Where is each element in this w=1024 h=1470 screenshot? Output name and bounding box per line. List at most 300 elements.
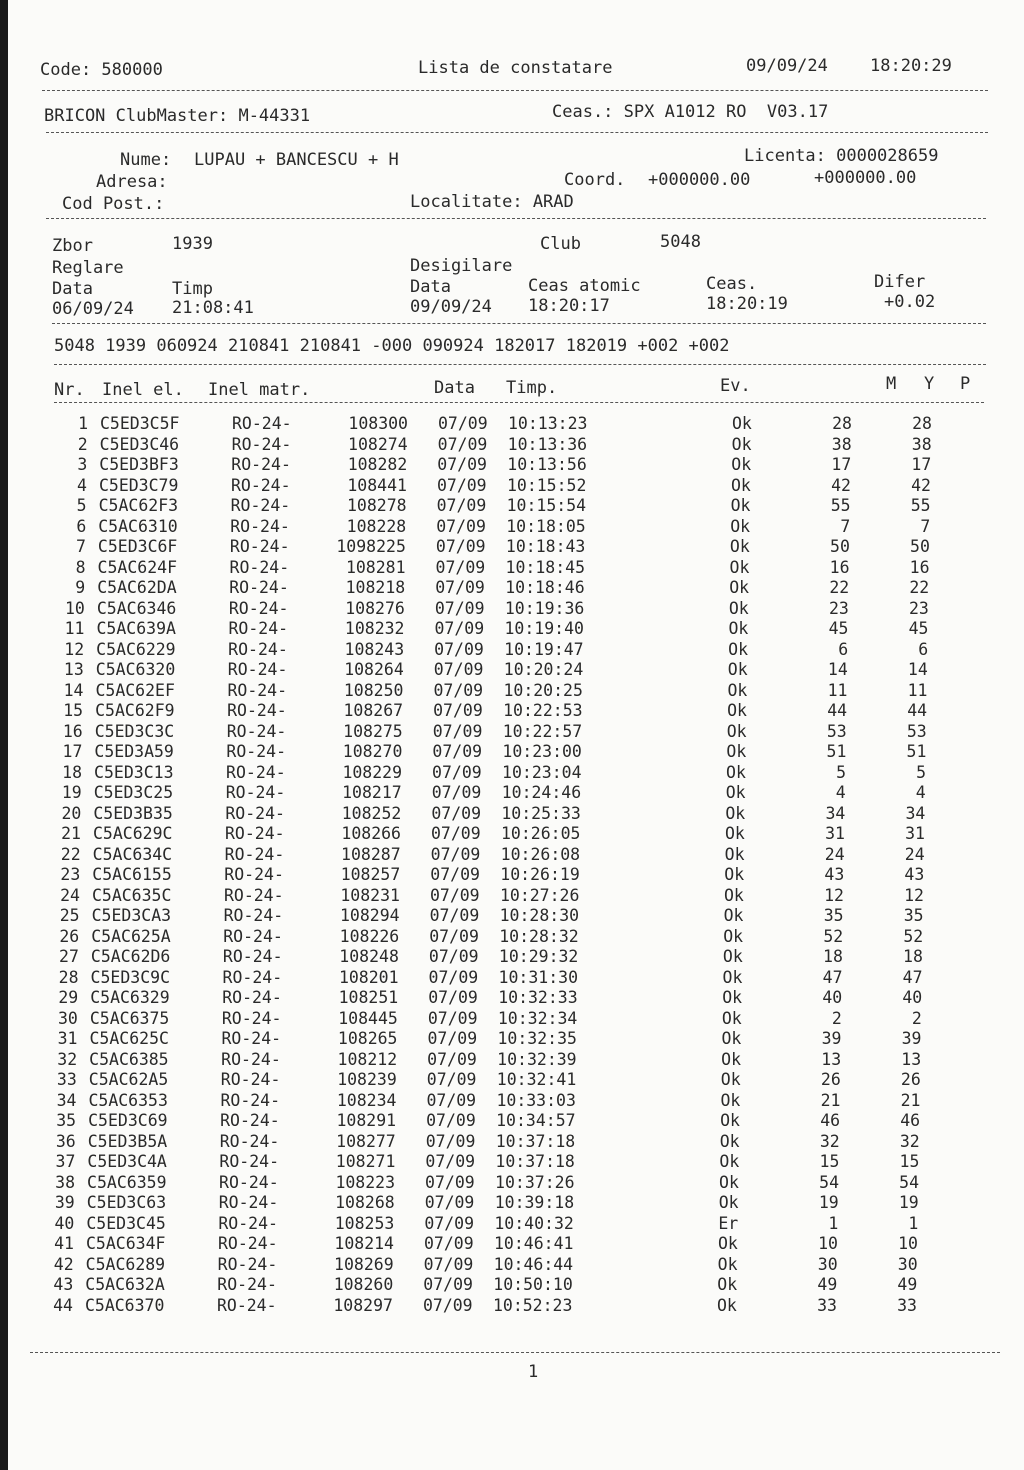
col-ring-number: Inel matr. [208, 380, 311, 400]
arrival-time: 10:37:18 [495, 1131, 576, 1151]
ring-number: 108276 [345, 598, 405, 618]
ring-number: 108265 [337, 1029, 398, 1048]
arrival-time: 10:37:18 [495, 1152, 575, 1171]
ring-prefix: RO-24- [230, 516, 290, 536]
arrival-date: 07/09 [425, 1172, 475, 1192]
table-row [0, 1029, 1014, 1050]
ring-number: 108297 [333, 1295, 393, 1315]
position-y: 18 [903, 947, 923, 966]
arrival-date: 07/09 [432, 742, 483, 761]
row-number: 12 [64, 639, 85, 659]
table-row [0, 968, 1015, 989]
position-m: 22 [829, 578, 850, 597]
table-row [0, 1173, 1011, 1194]
table-row [8, 435, 1024, 456]
position-m: 31 [825, 824, 845, 843]
arrival-time: 10:31:30 [498, 967, 579, 987]
event-status: Ok [716, 1295, 737, 1315]
event-status: Ok [719, 1152, 740, 1171]
arrival-time: 10:29:32 [498, 947, 579, 966]
row-number: 25 [59, 906, 80, 925]
code-label: Code: 580000 [40, 60, 163, 80]
position-y: 54 [899, 1172, 920, 1192]
position-y: 31 [905, 824, 925, 843]
ring-electronic: C5AC62EF [95, 680, 175, 700]
table-row [0, 886, 1016, 907]
ring-prefix: RO-24- [219, 1131, 280, 1151]
position-m: 33 [817, 1295, 837, 1315]
event-status: Ok [723, 906, 744, 925]
row-number: 41 [54, 1234, 74, 1253]
ring-number: 108251 [338, 988, 399, 1007]
event-status: Ok [725, 783, 746, 802]
ring-prefix: RO-24- [226, 742, 287, 761]
position-m: 44 [827, 701, 848, 720]
arrival-time: 10:52:23 [492, 1295, 573, 1315]
position-m: 42 [831, 475, 851, 495]
position-y: 28 [912, 414, 932, 433]
event-status: Ok [729, 557, 750, 577]
position-m: 35 [823, 906, 844, 925]
ring-number: 108250 [343, 680, 404, 700]
ring-number: 108264 [344, 660, 404, 679]
ring-electronic: C5AC6370 [84, 1295, 165, 1315]
ring-electronic: C5AC624F [97, 557, 178, 577]
arrival-time: 10:32:34 [497, 1008, 578, 1028]
table-row [0, 1091, 1012, 1112]
table-row [6, 537, 1022, 558]
arrival-date: 07/09 [434, 619, 485, 638]
row-number: 1 [78, 414, 88, 433]
arrival-date: 07/09 [437, 455, 487, 474]
ring-electronic: C5AC625C [89, 1029, 169, 1048]
arrival-date: 07/09 [423, 1275, 473, 1294]
table-row [0, 947, 1015, 968]
arrival-date: 07/09 [424, 1213, 475, 1233]
ring-number: 108218 [345, 578, 406, 597]
event-status: Ok [719, 1172, 739, 1192]
arrival-time: 10:32:41 [496, 1070, 577, 1089]
ring-number: 108253 [334, 1213, 395, 1233]
arrival-time: 10:13:36 [507, 434, 588, 454]
ring-prefix: RO-24- [229, 578, 289, 597]
ring-number: 108214 [334, 1234, 394, 1253]
print-time: 18:20:29 [870, 56, 952, 76]
row-number: 27 [59, 947, 79, 966]
ring-electronic: C5AC6359 [87, 1172, 167, 1192]
event-status: Ok [728, 619, 749, 638]
name-value: LUPAU + BANCESCU + H [194, 150, 399, 170]
position-m: 4 [835, 783, 846, 802]
arrival-time: 10:46:41 [494, 1234, 574, 1253]
event-status: Ok [717, 1275, 738, 1294]
row-number: 44 [53, 1295, 73, 1315]
position-m: 15 [819, 1152, 840, 1171]
event-status: Ok [732, 414, 752, 433]
event-status: Ok [721, 1029, 742, 1048]
event-status: Ok [726, 762, 746, 782]
position-y: 39 [901, 1029, 922, 1048]
arrival-date: 07/09 [425, 1152, 476, 1171]
position-m: 39 [821, 1029, 842, 1048]
ring-electronic: C5AC6329 [90, 988, 170, 1007]
ring-number: 108234 [336, 1090, 397, 1110]
arrival-time: 10:32:33 [498, 988, 578, 1007]
ring-prefix: RO-24- [226, 762, 286, 782]
flight-label: Zbor [52, 236, 93, 256]
ring-electronic: C5ED3B5A [87, 1131, 168, 1151]
position-m: 18 [823, 947, 843, 966]
arrival-date: 07/09 [438, 414, 488, 433]
position-y: 55 [910, 496, 931, 515]
arrival-time: 10:34:57 [496, 1111, 576, 1130]
ring-electronic: C5AC634F [86, 1234, 166, 1253]
ring-electronic: C5ED3C6F [97, 537, 178, 556]
table-row [3, 722, 1019, 743]
event-status: Ok [720, 1070, 741, 1089]
table-row [5, 578, 1021, 599]
divider [54, 364, 986, 365]
event-status: Ok [729, 578, 750, 597]
event-status: Ok [723, 926, 744, 946]
position-m: 5 [836, 762, 847, 782]
position-m: 40 [822, 988, 843, 1007]
table-row [0, 865, 1016, 886]
position-m: 24 [824, 844, 845, 864]
event-status: Ok [727, 660, 748, 679]
position-y: 5 [916, 762, 927, 782]
position-y: 45 [908, 619, 929, 638]
table-row [2, 783, 1018, 804]
divider [42, 90, 988, 91]
arrival-time: 10:27:26 [499, 885, 580, 905]
arrival-time: 10:32:35 [497, 1029, 577, 1048]
event-status: Ok [728, 639, 749, 659]
ring-prefix: RO-24- [216, 1295, 277, 1315]
ring-number: 108278 [346, 496, 407, 515]
ring-number: 108212 [337, 1049, 398, 1069]
row-number: 15 [63, 701, 84, 720]
ring-prefix: RO-24- [228, 639, 288, 659]
position-y: 43 [904, 865, 925, 884]
locality: Localitate: ARAD [410, 192, 574, 212]
document-title: Lista de constatare [418, 58, 613, 78]
event-status: Ok [726, 721, 747, 741]
arrival-date: 07/09 [426, 1070, 477, 1089]
position-y: 11 [907, 680, 928, 700]
table-row [8, 414, 1024, 435]
row-number: 9 [75, 578, 86, 597]
event-status: Ok [723, 885, 744, 905]
position-y: 44 [907, 701, 928, 720]
ring-prefix: RO-24- [220, 1070, 281, 1089]
arrival-time: 10:18:43 [505, 537, 586, 556]
arrival-date: 07/09 [431, 803, 482, 823]
row-number: 33 [56, 1070, 77, 1089]
arrival-time: 10:32:39 [497, 1049, 577, 1069]
arrival-date: 07/09 [435, 578, 485, 597]
row-number: 26 [59, 926, 80, 946]
arrival-time: 10:18:46 [505, 578, 585, 597]
ring-number: 108441 [347, 475, 407, 495]
event-status: Ok [721, 1008, 742, 1028]
table-row [0, 1111, 1012, 1132]
arrival-date: 07/09 [434, 598, 485, 618]
event-status: Ok [730, 516, 751, 536]
position-m: 26 [820, 1070, 841, 1089]
ring-electronic: C5AC634C [92, 844, 173, 864]
ring-prefix: RO-24- [230, 475, 291, 495]
col-m: M [886, 374, 897, 394]
arrival-time: 10:19:47 [504, 639, 584, 659]
ring-electronic: C5AC6346 [96, 598, 177, 618]
ring-number: 108271 [335, 1152, 396, 1171]
row-number: 28 [58, 967, 79, 987]
event-status: Ok [722, 988, 743, 1007]
license-number: Licenta: 0000028659 [744, 146, 939, 166]
ring-electronic: C5AC625A [91, 926, 171, 946]
position-y: 32 [899, 1131, 920, 1151]
row-number: 3 [77, 455, 88, 474]
arrival-date: 07/09 [422, 1295, 473, 1315]
event-status: Ok [718, 1193, 739, 1212]
ring-prefix: RO-24- [219, 1172, 279, 1192]
table-row [0, 1009, 1014, 1030]
event-status: Ok [721, 1049, 742, 1069]
arrival-time: 10:22:57 [502, 721, 583, 741]
arrival-date: 07/09 [426, 1090, 477, 1110]
ring-prefix: RO-24- [223, 885, 284, 905]
position-y: 21 [900, 1090, 921, 1110]
ring-number: 108268 [335, 1193, 395, 1212]
ring-prefix: RO-24- [220, 1090, 281, 1110]
arrival-date: 07/09 [424, 1193, 475, 1212]
club-label: Club [540, 234, 581, 254]
row-number: 40 [54, 1213, 75, 1233]
ring-prefix: RO-24- [221, 1008, 282, 1028]
position-m: 7 [840, 516, 851, 536]
arrival-date: 07/09 [436, 475, 487, 495]
table-row [0, 906, 1016, 927]
position-y: 53 [906, 721, 927, 741]
position-m: 21 [820, 1090, 841, 1110]
ring-electronic: C5AC62A5 [88, 1070, 169, 1089]
ring-prefix: RO-24- [228, 619, 289, 638]
table-row [6, 558, 1022, 579]
position-y: 26 [900, 1070, 921, 1089]
event-status: Ok [724, 844, 745, 864]
event-status: Ok [730, 496, 751, 515]
arrival-time: 10:18:45 [505, 557, 586, 577]
arrival-date: 07/09 [428, 947, 479, 966]
ring-prefix: RO-24- [224, 844, 285, 864]
table-row [7, 476, 1023, 497]
position-m: 1 [828, 1213, 839, 1233]
arrival-time: 10:22:53 [503, 701, 583, 720]
position-m: 19 [818, 1193, 839, 1212]
arrival-date: 07/09 [432, 762, 482, 782]
ring-electronic: C5AC635C [91, 885, 172, 905]
arrival-time: 10:19:40 [504, 619, 584, 638]
ring-prefix: RO-24- [221, 1029, 282, 1048]
arrival-date: 07/09 [429, 885, 480, 905]
row-number: 21 [61, 824, 81, 843]
ring-prefix: RO-24- [218, 1193, 279, 1212]
position-m: 10 [818, 1234, 838, 1253]
row-number: 36 [55, 1131, 76, 1151]
row-number: 39 [54, 1193, 75, 1212]
table-row [0, 1070, 1013, 1091]
arrival-time: 10:46:44 [493, 1254, 574, 1274]
ring-electronic: C5ED3A59 [94, 742, 174, 761]
table-row [4, 640, 1020, 661]
ring-electronic: C5AC6310 [98, 516, 178, 536]
row-number: 30 [57, 1008, 78, 1028]
position-m: 43 [824, 865, 845, 884]
ring-number: 108274 [348, 434, 408, 454]
ring-number: 108294 [339, 906, 400, 925]
arrival-time: 10:26:19 [500, 865, 580, 884]
arrival-time: 10:26:05 [501, 824, 581, 843]
table-row [4, 660, 1020, 681]
ring-number: 108217 [342, 783, 402, 802]
row-number: 4 [77, 475, 87, 495]
ring-prefix: RO-24- [222, 967, 283, 987]
divider [30, 1352, 1000, 1353]
desig-date: 09/09/24 [410, 297, 492, 317]
arrival-time: 10:13:23 [508, 414, 588, 433]
event-status: Ok [728, 598, 749, 618]
divider [54, 402, 984, 403]
ring-number: 108232 [344, 619, 405, 638]
ring-electronic: C5AC62F3 [98, 496, 179, 515]
ring-number: 108229 [342, 762, 403, 782]
row-number: 32 [57, 1049, 78, 1069]
ring-electronic: C5ED3C46 [99, 434, 180, 454]
ring-prefix: RO-24- [222, 988, 282, 1007]
arrival-time: 10:39:18 [494, 1193, 575, 1212]
row-number: 11 [64, 619, 85, 638]
ring-number: 108287 [341, 844, 401, 864]
position-m: 50 [830, 537, 850, 556]
arrival-time: 10:25:33 [501, 803, 581, 823]
position-y: 10 [898, 1234, 918, 1253]
arrival-date: 07/09 [432, 721, 483, 741]
ring-electronic: C5ED3C69 [88, 1111, 168, 1130]
ring-electronic: C5ED3C3C [94, 721, 175, 741]
table-row [2, 763, 1018, 784]
position-y: 7 [920, 516, 931, 536]
position-y: 17 [911, 455, 932, 474]
arrival-date: 07/09 [435, 557, 486, 577]
difference-label: Difer [874, 272, 926, 292]
arrival-date: 07/09 [434, 639, 484, 659]
ring-electronic: C5ED3C9C [90, 967, 171, 987]
atomic-time: 18:20:17 [528, 296, 610, 316]
ring-electronic: C5AC62DA [97, 578, 177, 597]
divider [46, 132, 988, 133]
col-ring-electronic: Inel el. [102, 380, 184, 400]
table-row [0, 1214, 1010, 1235]
table-row [0, 927, 1015, 948]
event-status: Ok [730, 475, 751, 495]
position-y: 38 [911, 434, 932, 454]
table-row [0, 988, 1014, 1009]
arrival-date: 07/09 [433, 660, 484, 679]
table-row [1, 845, 1017, 866]
row-number: 19 [61, 783, 82, 802]
ring-electronic: C5AC629C [93, 824, 173, 843]
position-y: 14 [907, 660, 928, 679]
ring-prefix: RO-24- [227, 680, 288, 700]
club-number: 5048 [660, 232, 701, 252]
arrival-time: 10:40:32 [494, 1213, 574, 1233]
arrival-time: 10:28:32 [499, 926, 579, 946]
col-date: Data [434, 378, 475, 398]
arrival-time: 10:37:26 [495, 1172, 575, 1192]
col-y: Y [924, 374, 935, 394]
ring-number: 108445 [338, 1008, 398, 1028]
table-row [0, 1152, 1011, 1173]
arrival-date: 07/09 [427, 1008, 478, 1028]
position-m: 53 [826, 721, 847, 741]
position-m: 14 [827, 660, 848, 679]
position-m: 12 [824, 885, 844, 905]
position-m: 55 [830, 496, 851, 515]
ring-electronic: C5AC6385 [89, 1049, 169, 1069]
difference-value: +0.02 [884, 292, 936, 312]
row-number: 2 [77, 434, 88, 454]
arrival-time: 10:15:52 [506, 475, 587, 495]
position-y: 6 [918, 639, 929, 659]
position-y: 51 [906, 742, 927, 761]
reglare-date: 06/09/24 [52, 299, 134, 319]
ring-number: 108269 [334, 1254, 394, 1274]
clock-label: Ceas. [706, 274, 758, 294]
table-row [5, 619, 1021, 640]
address-label: Adresa: [96, 172, 168, 192]
ring-electronic: C5ED3C5F [100, 414, 180, 433]
event-status: Ok [731, 455, 752, 474]
arrival-date: 07/09 [436, 496, 487, 515]
ring-prefix: RO-24- [223, 906, 284, 925]
position-m: 51 [826, 742, 847, 761]
ring-number: 108275 [343, 721, 403, 741]
ring-electronic: C5ED3C25 [93, 783, 174, 802]
ring-electronic: C5ED3C63 [86, 1193, 167, 1212]
arrivals-table [8, 414, 1024, 1316]
ring-number: 108257 [340, 865, 401, 884]
ring-prefix: RO-24- [219, 1152, 280, 1171]
row-number: 34 [56, 1090, 77, 1110]
position-y: 19 [898, 1193, 919, 1212]
arrival-date: 07/09 [425, 1131, 476, 1151]
arrival-time: 10:18:05 [506, 516, 586, 536]
event-status: Ok [720, 1090, 741, 1110]
ring-electronic: C5AC62D6 [90, 947, 171, 966]
table-row [0, 1050, 1013, 1071]
table-row [0, 1255, 1010, 1276]
arrival-date: 07/09 [423, 1254, 474, 1274]
ring-prefix: RO-24- [231, 434, 292, 454]
table-row [6, 517, 1022, 538]
ring-prefix: RO-24- [218, 1234, 278, 1253]
position-m: 49 [817, 1275, 838, 1294]
ring-prefix: RO-24- [224, 865, 284, 884]
row-number: 7 [75, 537, 86, 556]
arrival-date: 07/09 [436, 516, 486, 536]
printout-page [8, 0, 1024, 1470]
